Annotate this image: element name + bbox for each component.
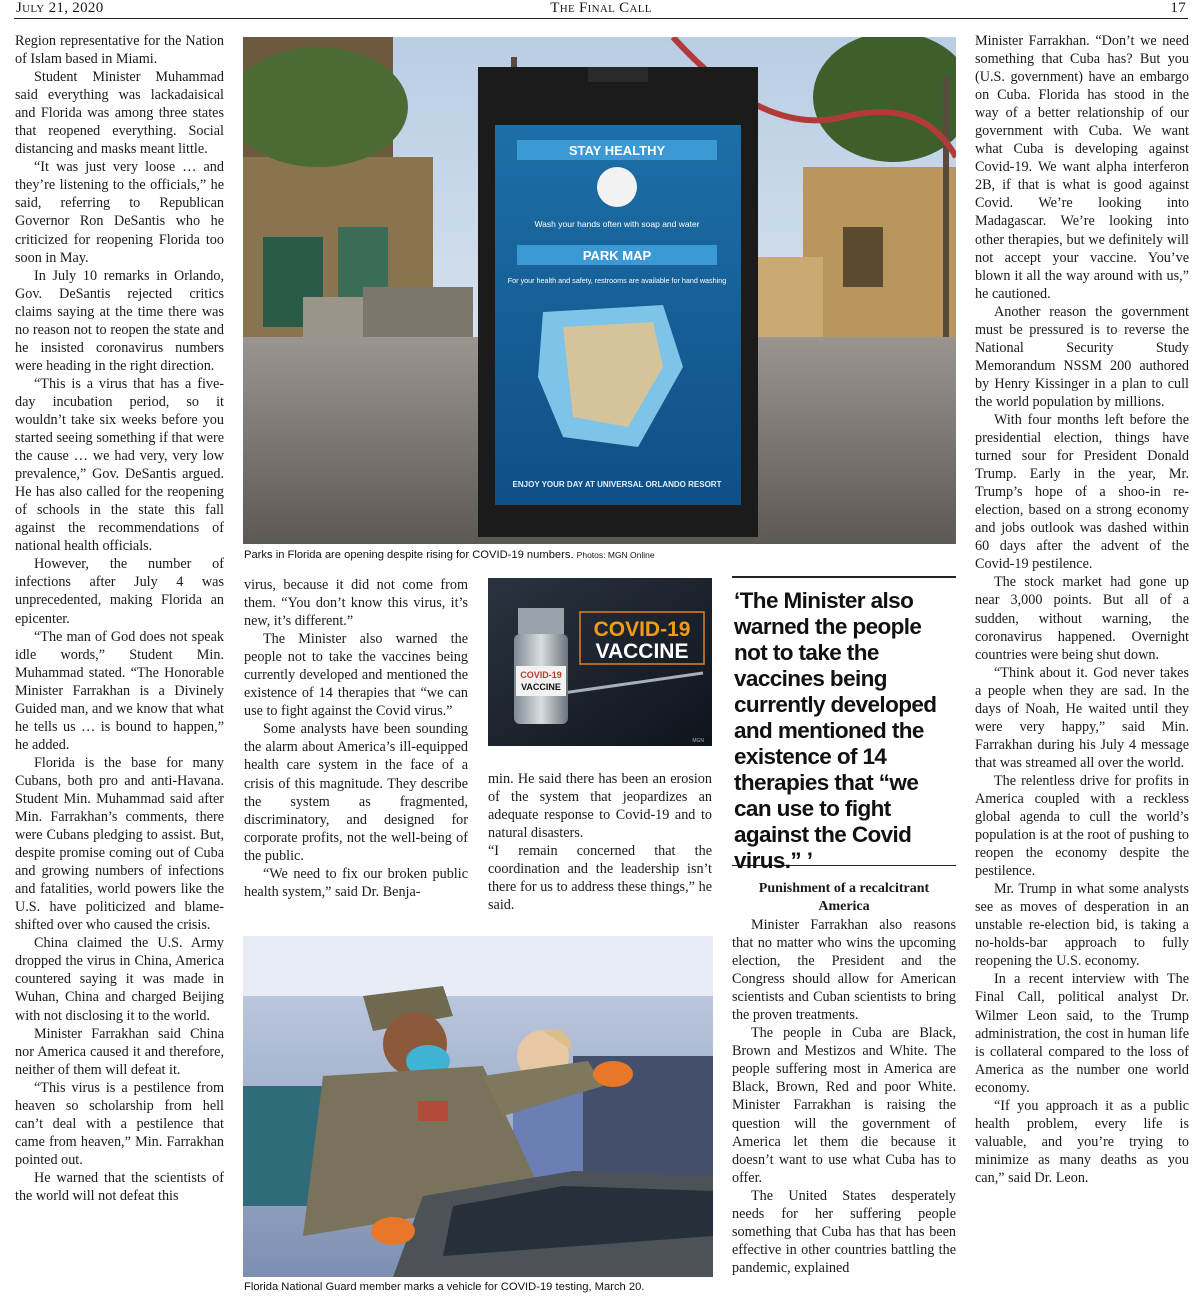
col5-paragraph: “Think about it. God never takes a people when they are sad. In the days of Noah, He waited until they were very happy,” said Min. Farrakhan during his July 4 message that was streamed all over the world. <box>975 664 1189 771</box>
park-photo-caption <box>244 549 655 562</box>
publication-title: The Final Call <box>550 0 652 16</box>
park-caption-text: Parks in Florida are opening despite rising for COVID-19 numbers. <box>244 549 574 561</box>
article-column-4 <box>732 880 956 1294</box>
col4-paragraph: Minister Farrakhan also reasons that no matter who wins the upcoming election, the President and the Congress should allow for American scientists and Cuban scientists to bring the proven treatments. <box>732 917 956 1024</box>
col1-paragraph: “It was just very loose … and they’re listening to the officials,” he said, referring to Republican Governor Ron DeSantis who he criticized for reopening Florida too soon in May. <box>15 159 224 266</box>
col1-paragraph: Minister Farrakhan said China nor America caused it and therefore, neither of them will defeat it. <box>15 1025 224 1078</box>
sign-park-map: PARK MAP <box>582 248 652 263</box>
guard-photo-caption: Florida National Guard member marks a vehicle for COVID-19 testing, March 20. <box>244 1281 645 1293</box>
col1-paragraph: “This is a virus that has a five-day incubation period, so it wouldn’t take six weeks before you started seeing something if that were the cause … we had very, very low prevalence,” Gov. DeSantis argued. He has also called for the reopening of schools in the state this fall against the recommendations of national health officials. <box>15 375 224 555</box>
page-number: 17 <box>1170 0 1186 16</box>
col4-paragraph: The people in Cuba are Black, Brown and Mestizos and White. The people suffering most in America are Black, Brown, Red and poor White. Minister Farrakhan is raising the question will the government of America let them die because it doesn’t want to use what Cuba has to offer. <box>732 1025 956 1186</box>
col2-paragraph: “We need to fix our broken public health system,” said Dr. Benja- <box>244 865 468 900</box>
col5-paragraph: “If you approach it as a public health problem, every life is valuable, and you’re trying to minimize as many deaths as you can,” said Dr. Leon. <box>975 1097 1189 1186</box>
vaccine-title-1: COVID-19 <box>593 618 691 641</box>
col3-paragraph: “I remain concerned that the coordination and the leadership isn’t there for us to address these things,” he said. <box>488 843 712 914</box>
col5-paragraph: With four months left before the presidential election, things have turned sour for President Donald Trump. Early in the year, Mr. Trump’s hope of a shoo-in re-election, based on a strong economy and jobs outlook was dashed within 60 days after the advent of the Covid-19 pestilence. <box>975 411 1189 573</box>
sign-stay-healthy: STAY HEALTHY <box>568 143 666 158</box>
pull-quote <box>732 576 956 873</box>
col4-paragraph: The United States desperately needs for her suffering people something that Cuba has that has been effective in other countries battling the pandemic, explained <box>732 1187 956 1276</box>
vaccine-title-2: VACCINE <box>595 640 689 663</box>
col1-paragraph: Florida is the base for many Cubans, both pro and anti-Havana. Student Min. Muhammad said after Min. Farrakhan’s comments, there were Cubans pledging to assist. But, despite promise coming out of Cuba and growing numbers of infections and fatalities, world powers like the U.S. have politicized and blame-shifted over who caused the crisis. <box>15 754 224 934</box>
article-column-2 <box>244 576 468 921</box>
sign-safety-text: For your health and safety, restrooms are available for hand washing <box>507 276 727 285</box>
guard-photo <box>243 936 713 1277</box>
vaccine-photo-credit: MGN <box>692 738 704 744</box>
article-column-5 <box>975 32 1189 1294</box>
sign-wash-text: Wash your hands often with soap and water <box>534 219 700 229</box>
page-header <box>14 0 1188 19</box>
col5-paragraph: Minister Farrakhan. “Don’t we need something that Cuba has? But you (U.S. government) have an embargo on Cuba. Florida has stood in the way of a better relationship of our government with Cuba. We want what Cuba is developing against Covid-19. We want alpha interferon 2B, if that is what is good against Covid. We’re looking into Madagascar. We’re looking into other therapies, but we definitely will not accept your vaccine. You’ve blown it all the way around with us,” he cautioned. <box>975 33 1189 302</box>
col1-paragraph: “This virus is a pestilence from heaven so scholarship from hell can’t deal with a pestilence that came from heaven,” Min. Farrakhan pointed out. <box>15 1079 224 1168</box>
col1-paragraph: He warned that the scientists of the world will not defeat this <box>15 1169 224 1204</box>
col5-paragraph: In a recent interview with The Final Call, political analyst Dr. Wilmer Leon said, to the Trump administration, the cost in human life is collateral compared to the loss of America as the number one world economy. <box>975 971 1189 1096</box>
vaccine-image <box>488 578 712 746</box>
pull-quote-text: ‘The Minister also warned the people not to take the vaccines being currently developed and mentioned the existence of 14 therapies that “we can use to fight against the Covid virus.” ’ <box>734 588 937 873</box>
col2-paragraph: virus, because it did not come from them. “You don’t know this virus, it’s new, it’s different.” <box>244 577 468 630</box>
col1-paragraph: Region representative for the Nation of Islam based in Miami. <box>15 33 224 68</box>
park-sign-image <box>243 37 956 544</box>
vaccine-photo <box>488 578 712 746</box>
section-subheading: Punishment of a recalcitrant America <box>758 881 930 914</box>
col5-paragraph: Mr. Trump in what some analysts see as moves of desperation in an unstable re-election bid, is taking a no-holds-bar approach to fully reopening the U.S. economy. <box>975 881 1189 970</box>
article-column-1 <box>15 32 224 1294</box>
photo-credit: Photos: MGN Online <box>576 550 655 560</box>
col5-paragraph: The relentless drive for profits in America coupled with a reckless global agenda to cull the world’s population is at the root of pushing to reopen the economy despite the pestilence. <box>975 772 1189 880</box>
article-column-3 <box>488 770 712 920</box>
col1-paragraph: China claimed the U.S. Army dropped the virus in China, America countered saying it was made in Wuhan, China and charged Beijing with not disclosing it to the world. <box>15 935 224 1024</box>
vial-label-1: COVID-19 <box>520 670 562 680</box>
vial-label-2: VACCINE <box>521 682 561 692</box>
guard-image <box>243 936 713 1277</box>
col3-paragraph: min. He said there has been an erosion of the system that jeopardizes an adequate response to Covid-19 and to natural disasters. <box>488 771 712 842</box>
col1-paragraph: “The man of God does not speak idle words,” Student Min. Muhammad stated. “The Honorable Minister Farrakhan is a Divinely Guided man, and we know that what he tells us … is bound to happen,” he added. <box>15 628 224 753</box>
col2-paragraph: The Minister also warned the people not to take the vaccines being currently developed and mentioned the existence of 14 therapies that “we can use to fight against the Covid virus.” <box>244 631 468 720</box>
col1-paragraph: Student Minister Muhammad said everything was lackadaisical and Florida was among three states that reopened everything. Social distancing and masks meant little. <box>15 69 224 158</box>
col2-paragraph: Some analysts have been sounding the alarm about America’s ill-equipped health care system in the face of a crisis of this magnitude. They describe the system as fragmented, discriminatory, and designed for corporate profits, not the well-being of the public. <box>244 721 468 864</box>
park-sign-photo <box>243 37 956 544</box>
col5-paragraph: Another reason the government must be pressured is to reverse the National Security Study Memorandum NSSM 200 authored by Henry Kissinger in a plan to cull the world population by millions. <box>975 303 1189 410</box>
col1-paragraph: In July 10 remarks in Orlando, Gov. DeSantis rejected critics claims saying at the time there was no reason not to reopen the state and he insisted coronavirus numbers were heading in the right direction. <box>15 267 224 374</box>
column-4-paragraphs <box>732 916 956 1277</box>
sign-enjoy-text: ENJOY YOUR DAY AT UNIVERSAL ORLANDO RESORT <box>512 480 722 489</box>
issue-date: July 21, 2020 <box>16 0 104 16</box>
col5-paragraph: The stock market had gone up near 3,000 points. But all of a sudden, without warning, the coronavirus happened. Overnight countries were being shut down. <box>975 574 1189 663</box>
col1-paragraph: However, the number of infections after July 4 was unprecedented, making Florida an epicenter. <box>15 556 224 627</box>
